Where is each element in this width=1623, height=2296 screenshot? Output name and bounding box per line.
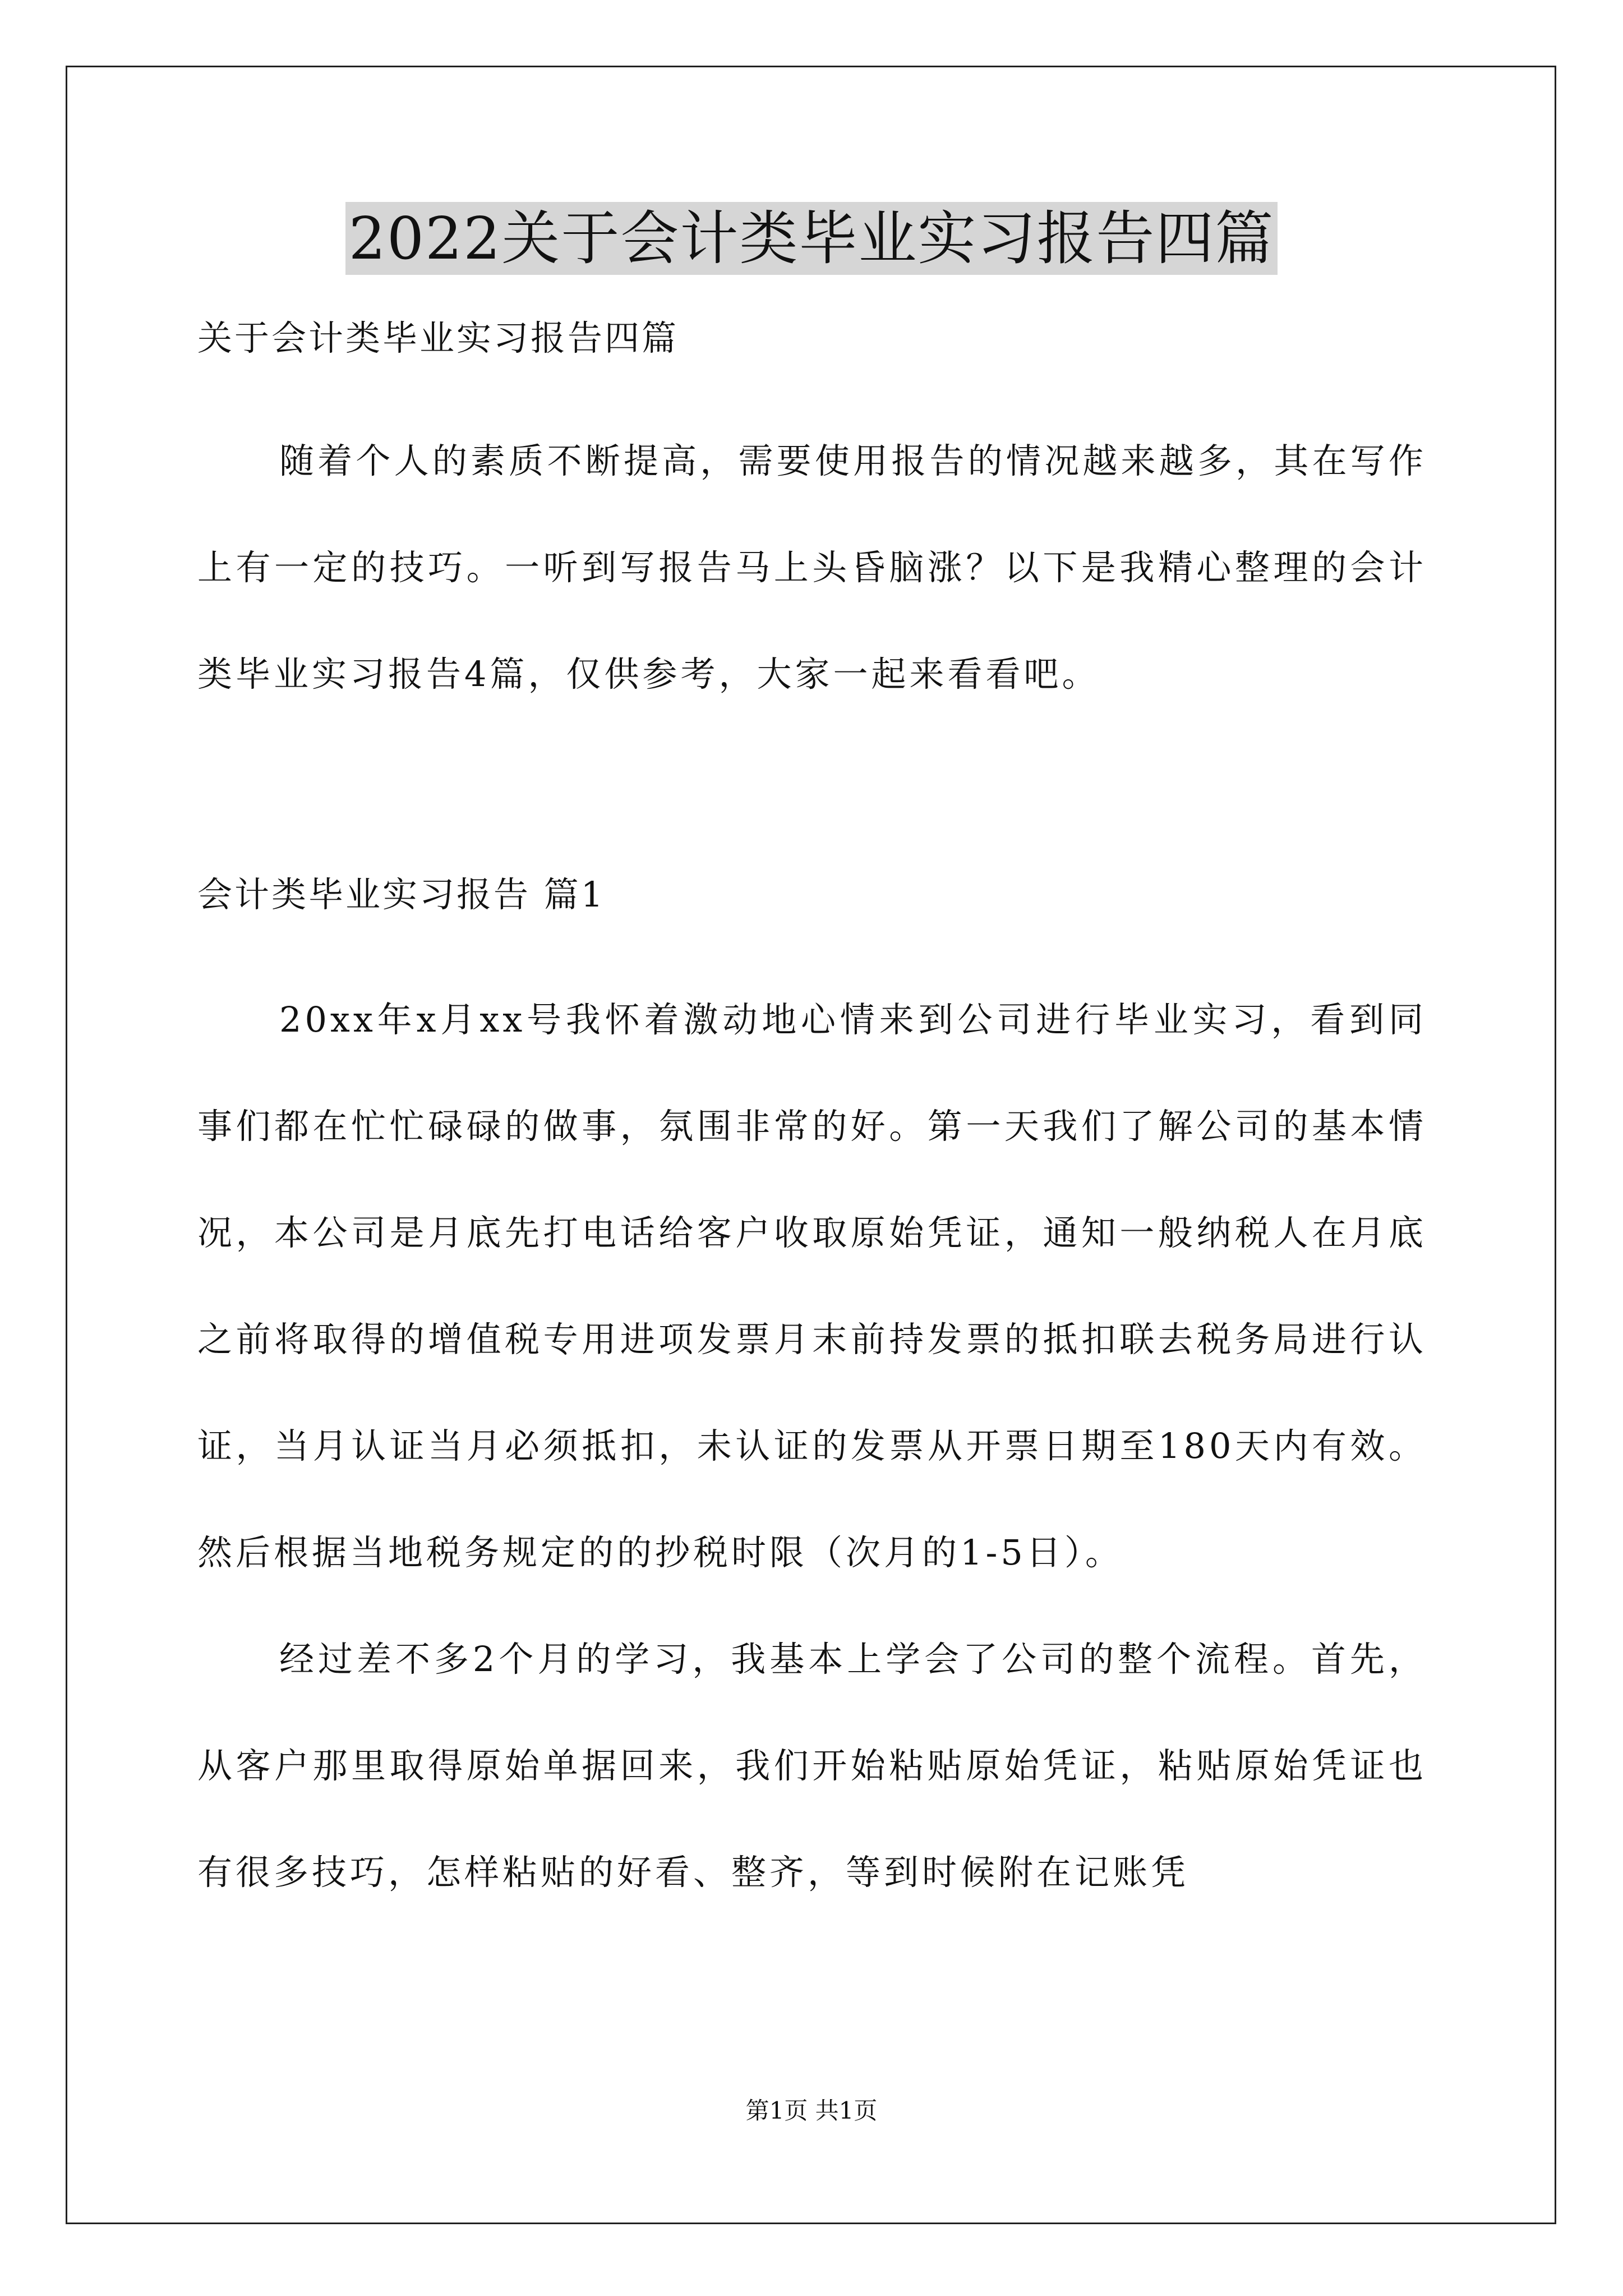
intro-paragraph: 随着个人的素质不断提高，需要使用报告的情况越来越多，其在写作上有一定的技巧。一听到写报告马上头昏脑涨？以下是我精心整理的会计类毕业实习报告4篇，仅供参考，大家一起来看看吧。 xyxy=(197,440,1427,694)
page-footer: 第1页 共1页 xyxy=(745,2097,878,2124)
document-body xyxy=(197,311,1427,1926)
document-subtitle: 关于会计类毕业实习报告四篇 xyxy=(197,318,679,358)
body-paragraph-1: 20xx年x月xx号我怀着激动地心情来到公司进行毕业实习，看到同事们都在忙忙碌碌的做事，氛围非常的好。第一天我们了解公司的基本情况，本公司是月底先打电话给客户收取原始凭证，通知一般纳税人在月底之前将取得的增值税专用进项发票月末前持发票的抵扣联去税务局进行认证，当月认证当月必须抵扣，未认证的发票从开票日期至180天内有效。然后根据当地税务规定的的抄税时限（次月的1-5日）。 xyxy=(197,999,1427,1573)
section-heading: 会计类毕业实习报告 篇1 xyxy=(197,874,606,915)
title-container xyxy=(0,202,1623,275)
body-paragraph-2: 经过差不多2个月的学习，我基本上学会了公司的整个流程。首先，从客户那里取得原始单据回来，我们开始粘贴原始凭证，粘贴原始凭证也有很多技巧，怎样粘贴的好看、整齐，等到时候附在记账凭 xyxy=(197,1639,1427,1893)
document-title: 2022关于会计类毕业实习报告四篇 xyxy=(345,202,1278,275)
